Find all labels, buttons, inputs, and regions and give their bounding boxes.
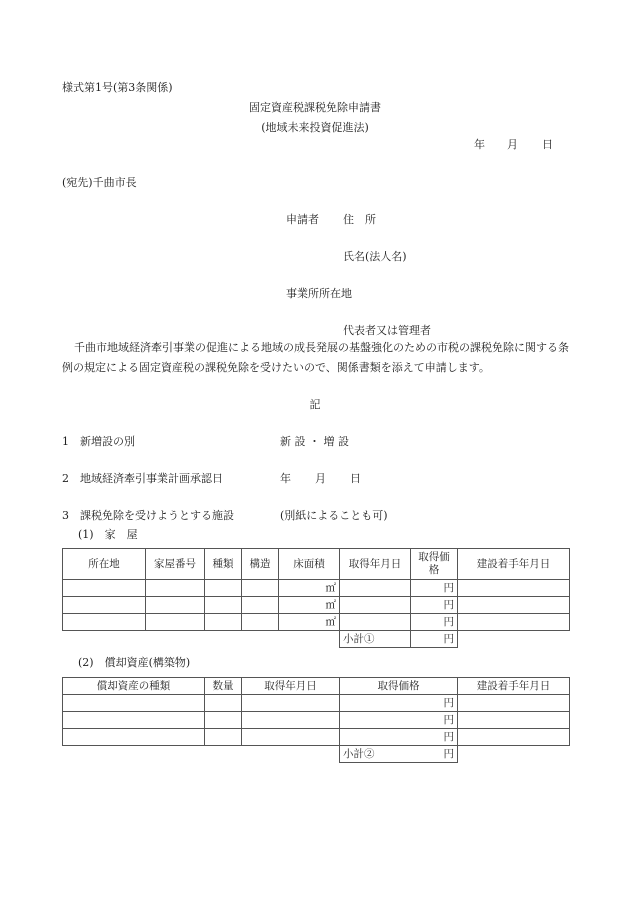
- floor-area-cell[interactable]: [279, 580, 340, 597]
- floor-area-cell[interactable]: [279, 597, 340, 614]
- location-cell[interactable]: [63, 614, 146, 631]
- subtotal2-cell[interactable]: [340, 746, 458, 763]
- floor-area-cell[interactable]: [279, 614, 340, 631]
- construction-start-cell[interactable]: [458, 695, 570, 712]
- header-acquisition-date: 取得年月日: [242, 678, 340, 695]
- yen-unit: 円: [443, 714, 454, 726]
- header-acquisition-price: 取得価格: [340, 678, 458, 695]
- representative-label: 代表者又は管理者: [343, 324, 431, 337]
- quantity-cell[interactable]: [205, 695, 242, 712]
- office-location-label: 事業所所在地: [286, 287, 352, 300]
- document-title: 固定資産税課税免除申請書: [249, 101, 381, 114]
- table-row: [63, 614, 570, 631]
- yen-unit: 円: [443, 582, 454, 594]
- acquisition-date-cell[interactable]: [340, 580, 411, 597]
- header-house-number: 家屋番号: [146, 549, 205, 580]
- table-row: [63, 729, 570, 746]
- quantity-cell[interactable]: [205, 729, 242, 746]
- subtotal-row: [63, 746, 570, 763]
- item1-label: 1 新増設の別: [62, 435, 135, 448]
- area-unit: ㎡: [325, 616, 336, 628]
- date-month: 月: [507, 138, 518, 151]
- buildings-table: [62, 548, 570, 648]
- item3-label: 3 課税免除を受けようとする施設: [62, 509, 234, 522]
- acquisition-price-cell[interactable]: [340, 712, 458, 729]
- item3-note: (別紙によることも可): [280, 509, 388, 522]
- structure-cell[interactable]: [242, 580, 279, 597]
- construction-start-cell[interactable]: [458, 712, 570, 729]
- acquisition-price-cell[interactable]: [411, 614, 458, 631]
- asset-type-cell[interactable]: [63, 712, 205, 729]
- yen-unit: 円: [443, 633, 454, 645]
- item2-month: 月: [315, 472, 326, 485]
- date-year: 年: [474, 138, 485, 151]
- acquisition-date-cell[interactable]: [242, 695, 340, 712]
- document-subtitle: (地域未来投資促進法): [261, 121, 369, 134]
- header-structure: 構造: [242, 549, 279, 580]
- acquisition-price-cell[interactable]: [340, 729, 458, 746]
- subtotal-row: [63, 631, 570, 648]
- date-day: 日: [542, 138, 553, 151]
- type-cell[interactable]: [205, 614, 242, 631]
- buildings-section-label: (1) 家 屋: [78, 528, 138, 541]
- house-number-cell[interactable]: [146, 597, 205, 614]
- address-label: 住 所: [343, 213, 376, 226]
- header-construction-start-date: 建設着手年月日: [458, 549, 570, 580]
- asset-type-cell[interactable]: [63, 695, 205, 712]
- table-row: [63, 695, 570, 712]
- header-acquisition-date: 取得年月日: [340, 549, 411, 580]
- header-type: 種類: [205, 549, 242, 580]
- application-statement: 千曲市地域経済牽引事業の促進による地域の成長発展の基盤強化のための市税の課税免除に関する条例の規定による固定資産税の課税免除を受けたいので、関係書類を添えて申請します。: [62, 341, 569, 374]
- header-acquisition-price: 取得価格: [411, 549, 458, 580]
- depreciable-assets-table: [62, 677, 570, 763]
- header-floor-area: 床面積: [279, 549, 340, 580]
- addressee: (宛先)千曲市長: [62, 176, 137, 189]
- yen-unit: 円: [443, 616, 454, 628]
- house-number-cell[interactable]: [146, 580, 205, 597]
- subtotal2-label: 小計②: [343, 748, 375, 760]
- construction-start-cell[interactable]: [458, 580, 570, 597]
- depreciable-header-row: [63, 678, 570, 695]
- subtotal1-cell[interactable]: [411, 631, 458, 648]
- house-number-cell[interactable]: [146, 614, 205, 631]
- table-row: [63, 597, 570, 614]
- yen-unit: 円: [443, 748, 454, 760]
- acquisition-date-cell[interactable]: [340, 614, 411, 631]
- header-quantity: 数量: [205, 678, 242, 695]
- header-asset-type: 償却資産の種類: [63, 678, 205, 695]
- item2-day: 日: [350, 472, 361, 485]
- structure-cell[interactable]: [242, 597, 279, 614]
- construction-start-cell[interactable]: [458, 729, 570, 746]
- acquisition-price-cell[interactable]: [411, 597, 458, 614]
- asset-type-cell[interactable]: [63, 729, 205, 746]
- header-location: 所在地: [63, 549, 146, 580]
- yen-unit: 円: [443, 731, 454, 743]
- ki-heading: 記: [309, 398, 321, 411]
- buildings-header-row: [63, 549, 570, 580]
- location-cell[interactable]: [63, 580, 146, 597]
- type-cell[interactable]: [205, 597, 242, 614]
- construction-start-cell[interactable]: [458, 614, 570, 631]
- depreciable-section-label: (2) 償却資産(構築物): [78, 656, 191, 669]
- area-unit: ㎡: [325, 582, 336, 594]
- acquisition-date-cell[interactable]: [340, 597, 411, 614]
- acquisition-date-cell[interactable]: [242, 729, 340, 746]
- header-construction-start-date: 建設着手年月日: [458, 678, 570, 695]
- structure-cell[interactable]: [242, 614, 279, 631]
- item2-label: 2 地域経済牽引事業計画承認日: [62, 472, 223, 485]
- area-unit: ㎡: [325, 599, 336, 611]
- item1-value: 新 設 ・ 増 設: [280, 435, 349, 448]
- acquisition-date-cell[interactable]: [242, 712, 340, 729]
- table-row: [63, 580, 570, 597]
- type-cell[interactable]: [205, 580, 242, 597]
- quantity-cell[interactable]: [205, 712, 242, 729]
- acquisition-price-cell[interactable]: [340, 695, 458, 712]
- yen-unit: 円: [443, 599, 454, 611]
- subtotal1-label: 小計①: [340, 631, 411, 648]
- location-cell[interactable]: [63, 597, 146, 614]
- yen-unit: 円: [443, 697, 454, 709]
- acquisition-price-cell[interactable]: [411, 580, 458, 597]
- form-number: 様式第1号(第3条関係): [62, 81, 173, 94]
- construction-start-cell[interactable]: [458, 597, 570, 614]
- name-label: 氏名(法人名): [343, 250, 407, 263]
- item2-year: 年: [280, 472, 291, 485]
- table-row: [63, 712, 570, 729]
- applicant-label: 申請者: [286, 213, 319, 226]
